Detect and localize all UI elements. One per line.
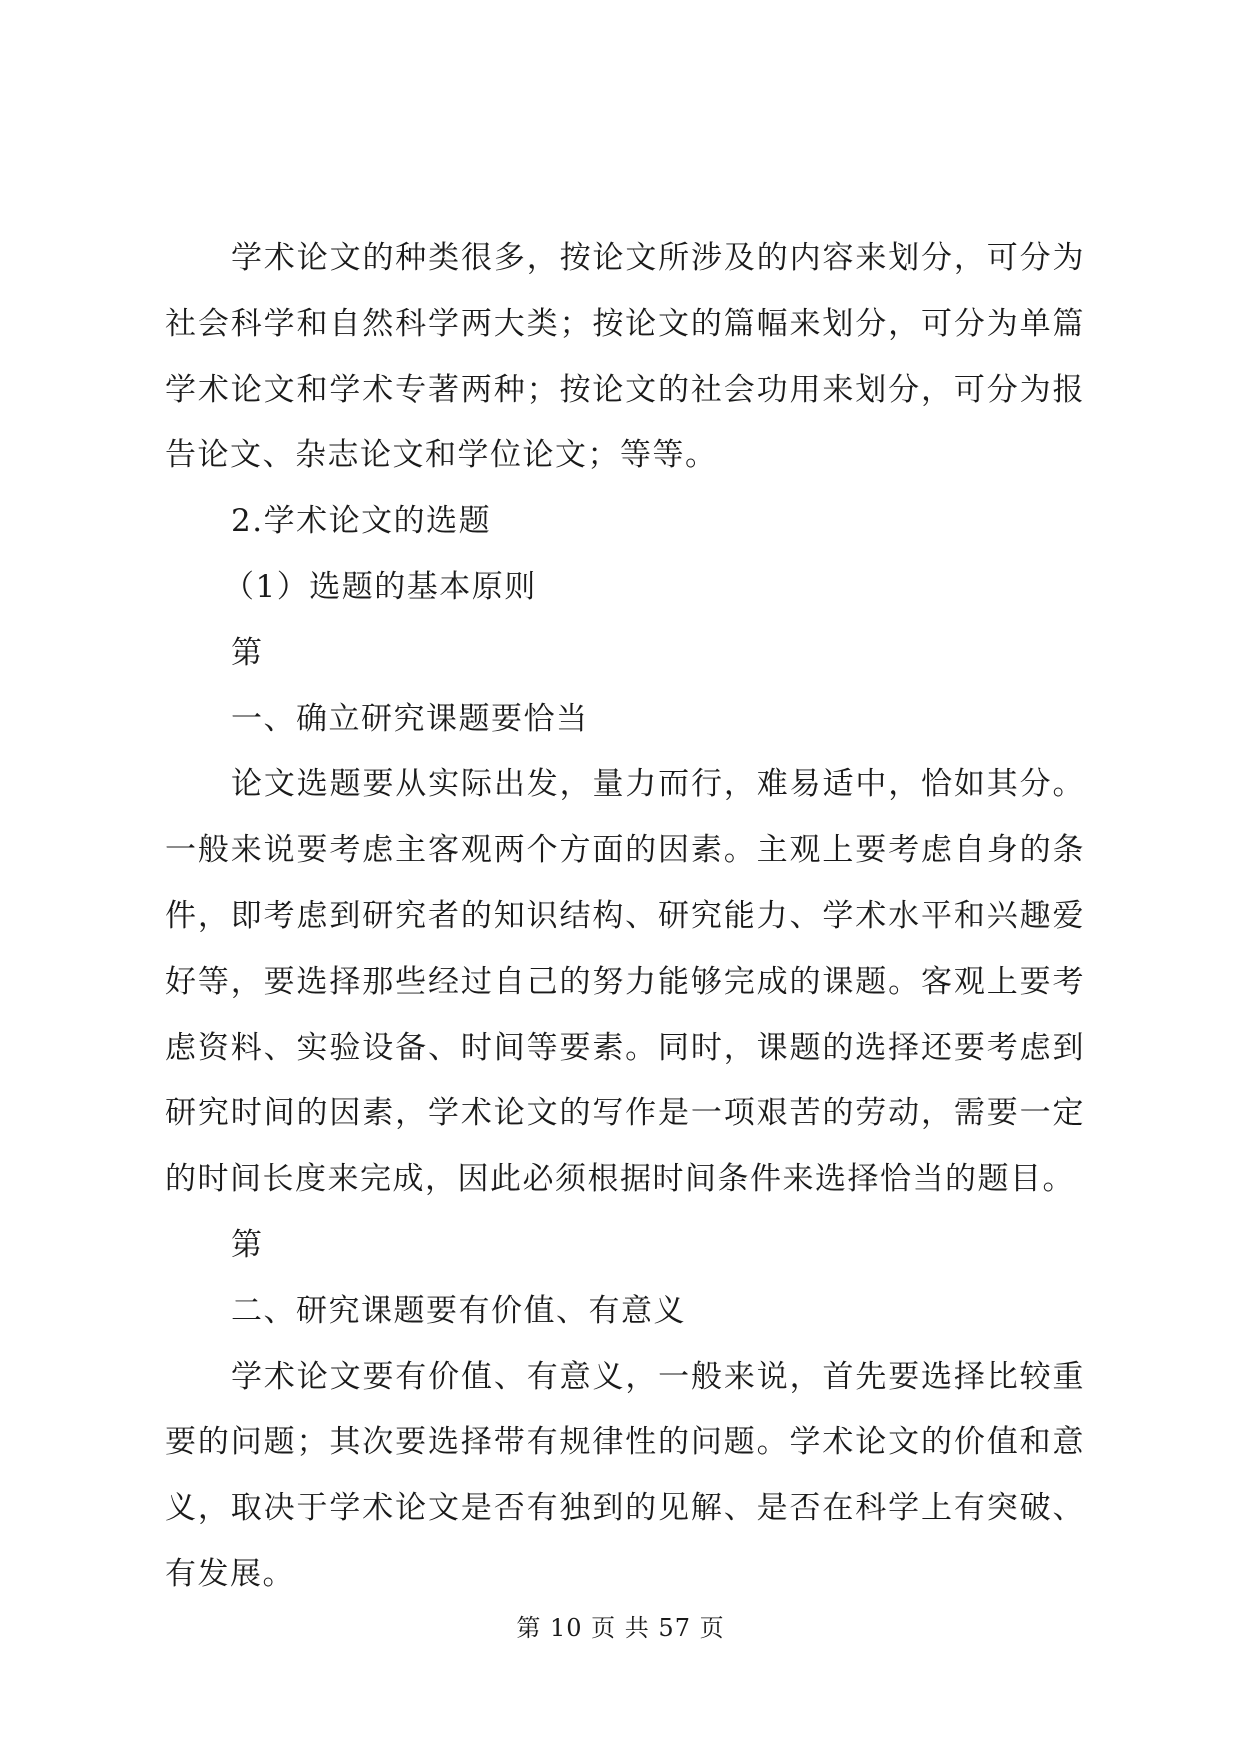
principle-heading-one: 一、确立研究课题要恰当: [231, 700, 589, 737]
subsection-heading-basic-principles: （1）选题的基本原则: [223, 568, 537, 605]
paragraph-value-meaning: 学术论文要有价值、有意义，一般来说，首先要选择比较重要的问题；其次要选择带有规律性的问题。学术论文的价值和意义，取决于学术论文是否有独到的见解、是否在科学上有突破、有发展。: [165, 1358, 1085, 1592]
principle-heading-two: 二、研究课题要有价值、有意义: [231, 1292, 686, 1329]
paragraph-paper-types: 学术论文的种类很多，按论文所涉及的内容来划分，可分为社会科学和自然科学两大类；按论文的篇幅来划分，可分为单篇学术论文和学术专著两种；按论文的社会功用来划分，可分为报告论文、杂志论文和学位论文；等等。: [165, 240, 1085, 474]
document-body: [165, 226, 1085, 1608]
ordinal-label-second: 第: [231, 1226, 264, 1263]
section-heading-topic-selection: 2.学术论文的选题: [231, 503, 492, 540]
paragraph-topic-appropriate: 论文选题要从实际出发，量力而行，难易适中，恰如其分。一般来说要考虑主客观两个方面的因素。主观上要考虑自身的条件，即考虑到研究者的知识结构、研究能力、学术水平和兴趣爱好等，要选择那些经过自己的努力能够完成的课题。客观上要考虑资料、实验设备、时间等要素。同时，课题的选择还要考虑到研究时间的因素，学术论文的写作是一项艰苦的劳动，需要一定的时间长度来完成，因此必须根据时间条件来选择恰当的题目。: [165, 766, 1085, 1198]
page-number-footer: 第 10 页 共 57 页: [516, 1614, 725, 1642]
ordinal-label-first: 第: [231, 634, 264, 671]
